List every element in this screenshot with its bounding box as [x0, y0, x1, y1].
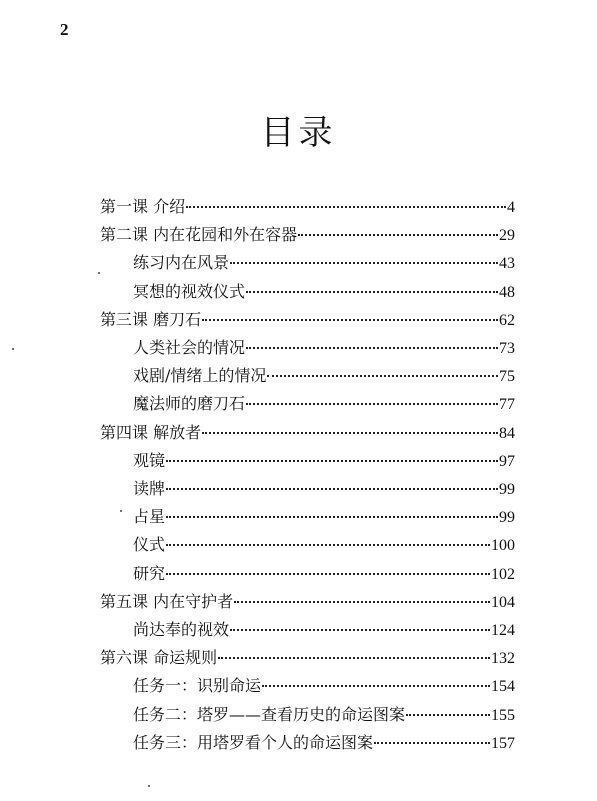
dot-leader — [202, 319, 498, 321]
toc-entry[interactable] — [133, 503, 515, 531]
toc-entry-label: 尚达奉的视效 — [133, 620, 230, 639]
toc-entry-page: 4 — [507, 199, 515, 216]
toc-entry[interactable] — [100, 419, 515, 447]
toc-entry[interactable] — [133, 362, 515, 390]
toc-entry-page: 99 — [499, 509, 515, 527]
dot-leader — [186, 206, 506, 208]
dot-leader — [406, 714, 490, 716]
toc-entry[interactable] — [133, 701, 515, 729]
toc-entry-page: 102 — [491, 565, 515, 583]
toc-entry[interactable] — [133, 616, 515, 644]
toc-entry-page: 84 — [499, 424, 515, 442]
toc-entry-label: 第四课 解放者 — [100, 422, 202, 442]
toc-entry[interactable] — [133, 560, 515, 588]
toc-entry-label: 练习内在风景 — [133, 253, 230, 273]
toc-entry-label: 仪式 — [133, 535, 166, 555]
toc-entry-page: 100 — [491, 537, 515, 555]
toc-entry-label: 第二课 内在花园和外在容器 — [100, 225, 298, 245]
toc-entry[interactable] — [133, 334, 515, 362]
dot-leader — [246, 347, 498, 349]
toc-entry-label: 任务二：塔罗——查看历史的命运图案 — [133, 704, 406, 724]
dot-leader — [246, 403, 498, 405]
dot-leader — [202, 432, 498, 434]
dot-leader — [298, 234, 498, 236]
dot-leader — [166, 573, 490, 575]
toc-entry-label: 魔法师的磨刀石 — [133, 394, 246, 414]
dot-leader — [267, 375, 498, 377]
toc-entry[interactable] — [100, 588, 515, 616]
toc-entry-page: 97 — [499, 452, 515, 470]
toc-entry-page: 43 — [499, 255, 515, 273]
toc-entry-label: 任务一：识别命运 — [133, 676, 262, 696]
scan-speck — [12, 348, 14, 350]
toc-entry-page: 75 — [499, 368, 515, 386]
dot-leader — [166, 516, 498, 518]
dot-leader — [166, 544, 490, 546]
page-title: 目录 — [260, 112, 337, 153]
toc-entry-label: 人类社会的情况 — [133, 338, 246, 357]
toc-entry-label: 读牌 — [133, 479, 166, 498]
toc-entry[interactable] — [133, 447, 515, 475]
toc-entry[interactable] — [133, 531, 515, 559]
toc-entry[interactable] — [100, 193, 515, 221]
dot-leader — [246, 291, 498, 293]
toc-entry-page: 154 — [491, 678, 515, 696]
toc-entry-label: 占星 — [133, 507, 166, 527]
toc-entry-label: 第三课 磨刀石 — [100, 309, 202, 329]
toc-entry-page: 104 — [491, 593, 515, 611]
toc-entry[interactable] — [100, 221, 515, 249]
page-number: 2 — [60, 20, 69, 39]
dot-leader — [374, 742, 490, 744]
toc-entry-page: 124 — [491, 622, 515, 639]
toc-entry[interactable] — [133, 390, 515, 418]
dot-leader — [262, 685, 490, 687]
toc-entry-page: 77 — [499, 396, 515, 414]
toc-entry[interactable] — [133, 729, 515, 757]
dot-leader — [230, 629, 490, 631]
toc-entry-label: 第六课 命运规则 — [100, 648, 218, 668]
dot-leader — [234, 601, 490, 603]
toc-entry-page: 157 — [491, 734, 515, 752]
toc-entry-page: 155 — [491, 706, 515, 724]
toc-entry-label: 第一课 介绍 — [100, 197, 186, 216]
scan-speck — [120, 510, 122, 512]
toc-entry[interactable] — [133, 249, 515, 277]
toc-entry[interactable] — [100, 306, 515, 334]
toc-entry-label: 研究 — [133, 563, 166, 583]
toc-entry-label: 第五课 内在守护者 — [100, 591, 234, 611]
toc-entry-label: 冥想的视效仪式 — [133, 281, 246, 301]
dot-leader — [230, 262, 498, 264]
toc-entry-label: 观镜 — [133, 450, 166, 470]
toc-entry[interactable] — [133, 672, 515, 700]
toc-entry-page: 99 — [499, 481, 515, 498]
dot-leader — [218, 657, 490, 659]
toc-entry-page: 132 — [491, 650, 515, 668]
scan-speck — [98, 272, 100, 274]
toc-entry[interactable] — [133, 475, 515, 503]
scan-speck — [148, 785, 150, 787]
dot-leader — [166, 488, 498, 490]
toc-entry-page: 29 — [499, 227, 515, 245]
toc-entry[interactable] — [100, 644, 515, 672]
toc-entry-page: 73 — [499, 340, 515, 357]
dot-leader — [166, 460, 498, 462]
toc-entry-page: 48 — [499, 283, 515, 301]
toc-entry-label: 任务三：用塔罗看个人的命运图案 — [133, 732, 374, 752]
toc-entry[interactable] — [133, 278, 515, 306]
toc-entry-label: 戏剧/情绪上的情况 — [133, 366, 267, 386]
toc-entry-page: 62 — [499, 311, 515, 329]
